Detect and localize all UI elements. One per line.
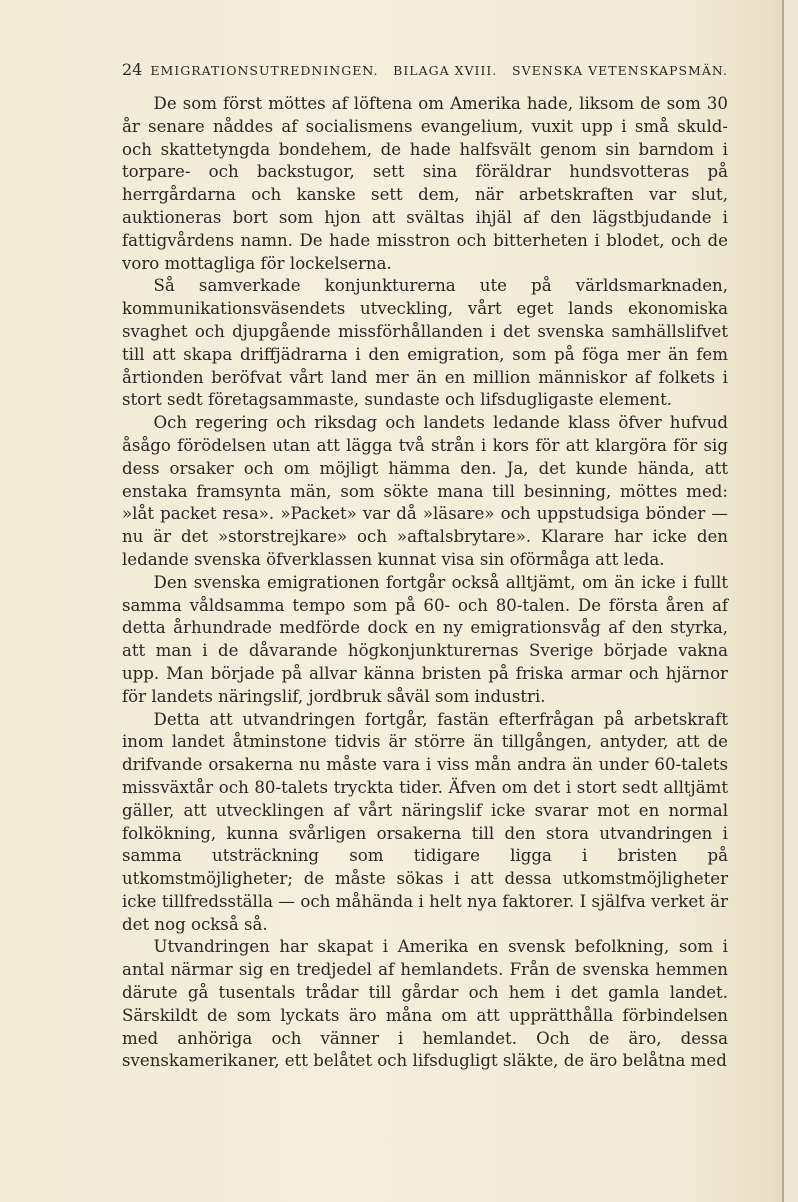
- paragraph-4: Den svenska emigrationen fortgår också alltjämt, om än icke i fullt samma våldsamma tempo som på 60- och 80-talen. De första åren af detta århundrade medförde dock en ny emigrationsvåg af den styrka, att man i de dåvarande högkonjunkturernas Sverige började vakna upp. Man började på allvar känna bristen på friska armar och hjärnor för landets näringslif, jordbruk såväl som industri.: [122, 572, 728, 706]
- body-text: [122, 93, 728, 1073]
- page-number: 24: [122, 60, 143, 79]
- running-title-left: EMIGRATIONSUTREDNINGEN.: [150, 63, 379, 78]
- running-title: [150, 63, 728, 78]
- paragraph-6: Utvandringen har skapat i Amerika en svensk befolkning, som i antal närmar sig en tredjedel af hemlandets. Från de svenska hemmen därute gå tusentals trådar till gårdar och hem i det gamla landet. Särskildt de som lyckats äro måna om att upprätthålla förbindelsen med anhöriga och vänner i hemlandet. Och de äro, dessa svenskamerikaner, ett belåtet och lifsdugligt släkte, de äro belåtna med: [122, 937, 728, 1071]
- paragraph-2: Så samverkade konjunkturerna ute på världsmarknaden, kommunikationsväsendets utveckling, vårt eget lands ekonomiska svaghet och djupgående missförhållanden i det svenska samhällslifvet till att skapa driffjädrarna i den emigration, som på föga mer än fem årtionden beröfvat vårt land mer än en million människor af folkets i stort sedt företagsammaste, sundaste och lifsdugligaste element.: [122, 276, 728, 410]
- page-edge-line: [782, 0, 784, 1202]
- paragraph-5: Detta att utvandringen fortgår, fastän efterfrågan på arbetskraft inom landet åtminstone tidvis är större än tillgången, antyder, att de drifvande orsakerna nu måste vara i viss mån andra än under 60-talets missväxtår och 80-talets tryckta tider. Äfven om det i stort sedt alltjämt gäller, att utvecklingen af vårt näringslif icke svarar mot en normal folkökning, kunna svårligen orsakerna till den stora utvandringen i samma utsträckning som tidigare ligga i bristen på utkomstmöjligheter; de måste sökas i att dessa utkomstmöjligheter icke tillfredsställa — och måhända i helt nya faktorer. I själfva verket är det nog också så.: [122, 709, 728, 934]
- page-margin-right: [784, 0, 798, 1202]
- running-title-middle: BILAGA XVIII.: [393, 63, 498, 78]
- running-title-right: SVENSKA VETENSKAPSMÄN.: [512, 63, 728, 78]
- paragraph-1: De som först möttes af löftena om Amerika hade, liksom de som 30 år senare nåddes af socialismens evangelium, vuxit upp i små skuld- och skattetyngda bondehem, de hade halfsvält genom sin barndom i torpare- och backstugor, sett sina föräldrar hundsvotteras på herrgårdarna och kanske sett dem, när arbetskraften var slut, auktioneras bort som hjon att svältas ihjäl af den lägstbjudande i fattigvårdens namn. De hade misstron och bitterheten i blodet, och de voro mottagliga för lockelserna.: [122, 94, 728, 273]
- running-header: [122, 60, 728, 79]
- paragraph-3: Och regering och riksdag och landets ledande klass öfver hufvud åsågo förödelsen utan att lägga två strån i kors för att klargöra för sig dess orsaker och om möjligt hämma den. Ja, det kunde hända, att enstaka framsynta män, som sökte mana till besinning, möttes med: »låt packet resa». »Packet» var då »läsare» och uppstudsiga bönder — nu är det »storstrejkare» och »aftalsbrytare». Klarare har icke den ledande svenska öfverklassen kunnat visa sin oförmåga att leda.: [122, 413, 728, 569]
